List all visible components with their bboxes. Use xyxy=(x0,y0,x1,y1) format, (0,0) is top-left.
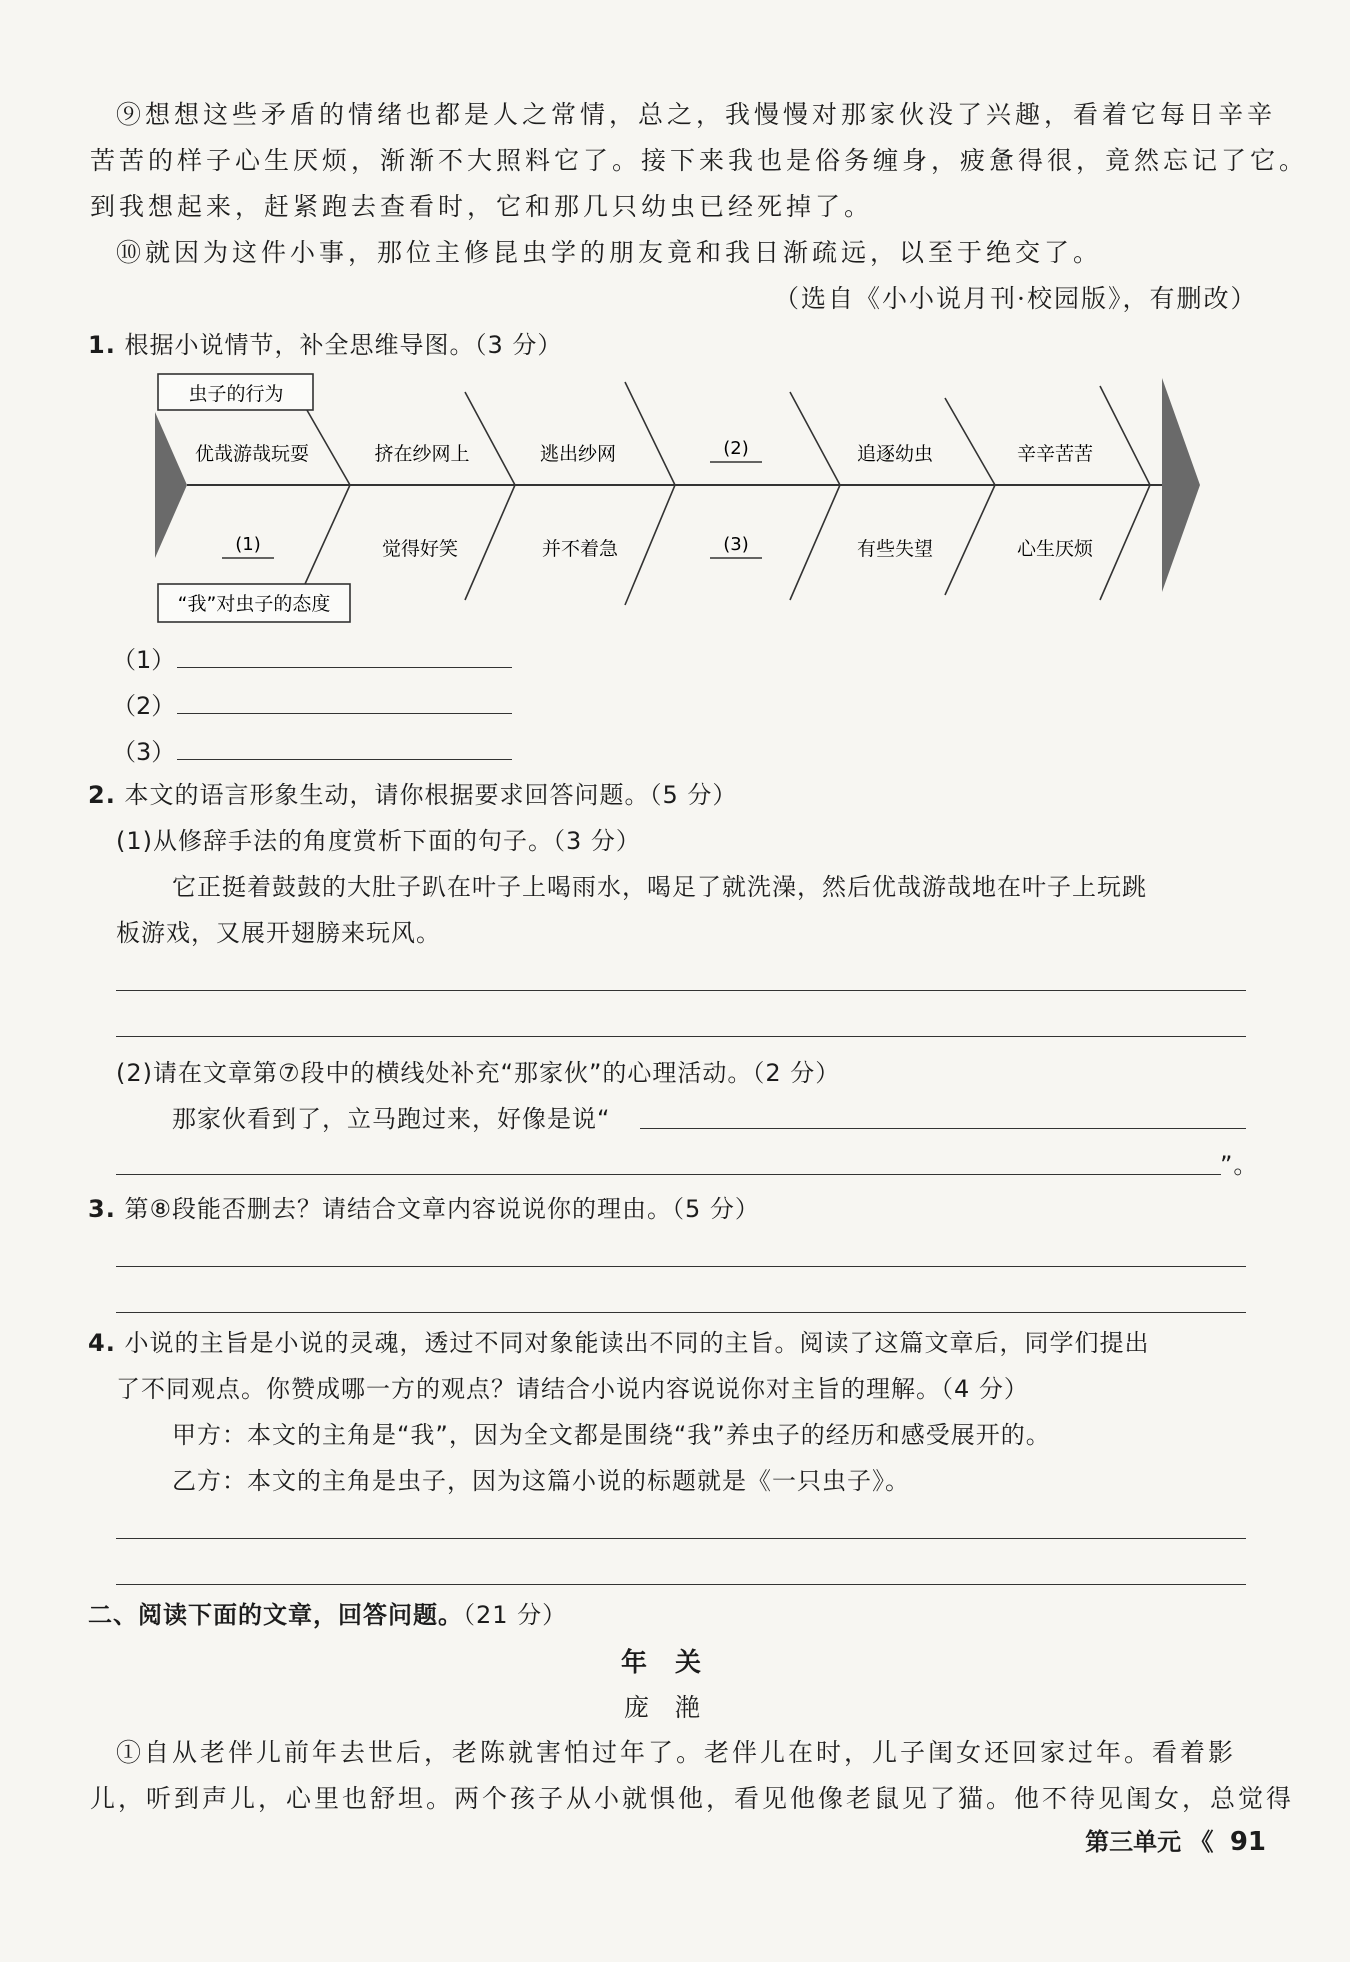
q3-answer-line-1[interactable] xyxy=(116,1266,1246,1267)
question-4-view-a: 甲方：本文的主角是“我”，因为全文都是围绕“我”养虫子的经历和感受展开的。 xyxy=(172,1421,1051,1449)
diagram-tail xyxy=(155,412,187,558)
question-4-text-line-1: 小说的主旨是小说的灵魂，透过不同对象能读出不同的主旨。阅读了这篇文章后，同学们提出 xyxy=(124,1329,1150,1357)
bottom-item-3: 并不着急 xyxy=(541,538,619,560)
question-1-text: 根据小说情节，补全思维导图。（3 分） xyxy=(124,331,563,359)
question-2-sub-2: (2)请在文章第⑦段中的横线处补充“那家伙”的心理活动。（2 分） xyxy=(116,1059,841,1087)
q2-1-answer-line-1[interactable] xyxy=(116,990,1246,991)
behavior-box-label: 虫子的行为 xyxy=(188,383,284,405)
article-paragraph-1-line-1: ①自从老伴儿前年去世后，老陈就害怕过年了。老伴儿在时，儿子闺女还回家过年。看着影 xyxy=(116,1738,1237,1767)
answer-row-3 xyxy=(112,732,512,767)
question-2-fill-prefix: 那家伙看到了，立马跑过来，好像是说“ xyxy=(172,1105,611,1133)
question-2 xyxy=(88,772,737,818)
answer-row-2-label: （2） xyxy=(112,692,176,720)
question-2-text: 本文的语言形象生动，请你根据要求回答问题。（5 分） xyxy=(124,781,738,809)
bottom-blank-3-label: (3) xyxy=(723,534,749,555)
section-2-heading xyxy=(88,1592,567,1638)
article-paragraph-1-line-2: 儿，听到声儿，心里也舒坦。两个孩子从小就惧他，看见他像老鼠见了猫。他不待见闺女，总觉得 xyxy=(90,1784,1295,1813)
diagram-head xyxy=(1162,378,1200,592)
article-author: 庞滟 xyxy=(623,1693,726,1722)
q2-2-fill-line-2[interactable] xyxy=(116,1174,1221,1175)
top-item-2: 挤在纱网上 xyxy=(374,443,470,465)
top-item-1: 优哉游哉玩耍 xyxy=(194,443,310,465)
question-2-quote-line-2: 板游戏，又展开翅膀来玩风。 xyxy=(116,919,441,947)
question-3-number: 3. xyxy=(88,1195,116,1223)
attitude-box-label: “我”对虫子的态度 xyxy=(177,593,331,615)
question-4-number: 4. xyxy=(88,1329,116,1357)
bottom-item-2: 觉得好笑 xyxy=(381,538,459,560)
question-1 xyxy=(88,322,562,368)
question-3 xyxy=(88,1186,760,1232)
top-item-3: 逃出纱网 xyxy=(539,443,617,465)
question-3-text: 第⑧段能否删去？请结合文章内容说说你的理由。（5 分） xyxy=(124,1195,760,1223)
unit-label: 第三单元 xyxy=(1085,1828,1182,1856)
section-2-points: （21 分） xyxy=(463,1601,568,1629)
chevron-icon: 《 xyxy=(1189,1828,1214,1856)
section-2-heading-text: 二、阅读下面的文章，回答问题。 xyxy=(88,1601,463,1629)
answer-row-1 xyxy=(112,640,512,675)
question-2-quote-line-1: 它正挺着鼓鼓的大肚子趴在叶子上喝雨水，喝足了就洗澡，然后优哉游哉地在叶子上玩跳 xyxy=(172,873,1147,901)
top-item-6: 辛辛苦苦 xyxy=(1016,443,1094,465)
question-4-text-line-2: 了不同观点。你赞成哪一方的观点？请结合小说内容说说你对主旨的理解。（4 分） xyxy=(116,1375,1029,1403)
bottom-item-5: 有些失望 xyxy=(856,538,934,560)
diagram-chevrons xyxy=(300,382,1150,605)
article-title: 年关 xyxy=(620,1648,729,1678)
top-item-5: 追逐幼虫 xyxy=(856,443,934,465)
question-4 xyxy=(88,1320,1149,1366)
q2-2-fill-line-1[interactable] xyxy=(640,1128,1246,1129)
q2-1-answer-line-2[interactable] xyxy=(116,1036,1246,1037)
paragraph-9-line-1: ⑨想想这些矛盾的情绪也都是人之常情，总之，我慢慢对那家伙没了兴趣，看着它每日辛辛 xyxy=(116,100,1277,129)
q4-answer-line-2[interactable] xyxy=(116,1584,1246,1585)
question-2-number: 2. xyxy=(88,781,116,809)
paragraph-9-line-2: 苦苦的样子心生厌烦，渐渐不大照料它了。接下来我也是俗务缠身，疲惫得很，竟然忘记了它。 xyxy=(90,146,1309,175)
paragraph-9-line-3: 到我想起来，赶紧跑去查看时，它和那几只幼虫已经死掉了。 xyxy=(90,192,874,221)
question-2-sub-1: (1)从修辞手法的角度赏析下面的句子。（3 分） xyxy=(116,827,641,855)
page-number: 91 xyxy=(1229,1827,1266,1857)
answer-1-line[interactable] xyxy=(177,645,512,668)
bottom-item-6: 心生厌烦 xyxy=(1016,538,1094,560)
answer-row-2 xyxy=(112,686,512,721)
page-footer xyxy=(1085,1822,1266,1857)
answer-row-1-label: （1） xyxy=(112,646,176,674)
question-1-number: 1. xyxy=(88,331,116,359)
question-2-fill-suffix: ”。 xyxy=(1220,1151,1259,1179)
paragraph-10: ⑩就因为这件小事，那位主修昆虫学的朋友竟和我日渐疏远，以至于绝交了。 xyxy=(116,238,1103,267)
question-4-view-b: 乙方：本文的主角是虫子，因为这篇小说的标题就是《一只虫子》。 xyxy=(172,1467,910,1495)
top-blank-2-label: (2) xyxy=(723,438,749,459)
source-note: （选自《小小说月刊·校园版》，有删改） xyxy=(774,284,1258,313)
answer-3-line[interactable] xyxy=(177,737,512,760)
bottom-blank-1-label: (1) xyxy=(235,534,261,555)
mind-map-diagram xyxy=(0,370,1350,640)
q3-answer-line-2[interactable] xyxy=(116,1312,1246,1313)
answer-row-3-label: （3） xyxy=(112,738,176,766)
answer-2-line[interactable] xyxy=(177,691,512,714)
q4-answer-line-1[interactable] xyxy=(116,1538,1246,1539)
